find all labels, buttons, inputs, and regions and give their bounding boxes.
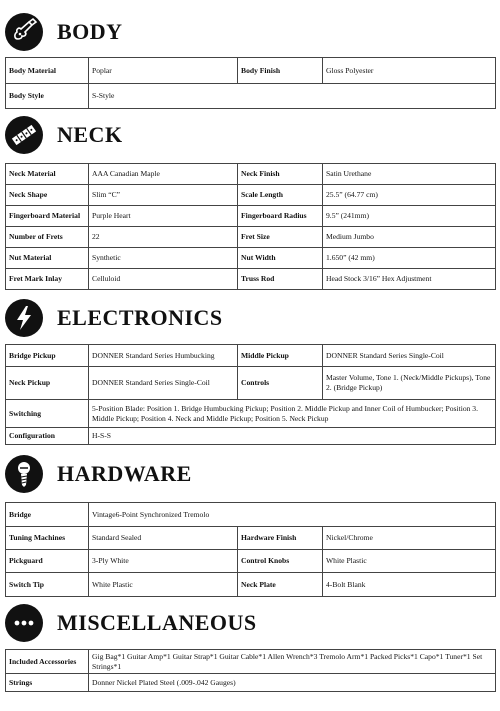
table-row bbox=[6, 164, 496, 185]
table-row bbox=[6, 674, 496, 692]
table-row bbox=[6, 550, 496, 573]
spec-value: Medium Jumbo bbox=[323, 227, 496, 248]
table-row bbox=[6, 84, 496, 109]
spec-value: Synthetic bbox=[89, 248, 238, 269]
spec-key: Bridge Pickup bbox=[6, 345, 89, 367]
spec-key: Nut Width bbox=[238, 248, 323, 269]
spec-value: Slim “C” bbox=[89, 185, 238, 206]
spec-key: Scale Length bbox=[238, 185, 323, 206]
screw-icon bbox=[5, 455, 43, 493]
hardware-spec-table bbox=[5, 502, 496, 597]
section-title: BODY bbox=[57, 19, 123, 44]
spec-key: Strings bbox=[6, 674, 89, 692]
guitar-neck-icon bbox=[5, 116, 43, 154]
spec-value: DONNER Standard Series Humbucking bbox=[89, 345, 238, 367]
table-row bbox=[6, 527, 496, 550]
section-title: ELECTRONICS bbox=[57, 305, 223, 330]
section-title: MISCELLANEOUS bbox=[57, 610, 257, 635]
spec-value: 9.5” (241mm) bbox=[323, 206, 496, 227]
spec-value: Satin Urethane bbox=[323, 164, 496, 185]
spec-key: Nut Material bbox=[6, 248, 89, 269]
spec-key: Fret Mark Inlay bbox=[6, 269, 89, 290]
spec-value: 5-Position Blade: Position 1. Bridge Humbucking Pickup; Position 2. Middle Pickup and Inner Coil of Humbucker; Position 3. Middle Pickup; Position 4. Neck and Middle Pickup; Position 5. Neck Pickup bbox=[89, 400, 496, 428]
section-title: NECK bbox=[57, 122, 123, 147]
spec-key: Neck Shape bbox=[6, 185, 89, 206]
spec-value: Celluloid bbox=[89, 269, 238, 290]
spec-value: 22 bbox=[89, 227, 238, 248]
table-row bbox=[6, 428, 496, 445]
spec-value: 4-Bolt Blank bbox=[323, 573, 496, 597]
spec-key: Controls bbox=[238, 367, 323, 400]
table-row bbox=[6, 58, 496, 84]
spec-key: Body Material bbox=[6, 58, 89, 84]
spec-value: Standard Sealed bbox=[89, 527, 238, 550]
spec-value: DONNER Standard Series Single-Coil bbox=[89, 367, 238, 400]
section-header-hardware bbox=[5, 454, 192, 494]
spec-value: AAA Canadian Maple bbox=[89, 164, 238, 185]
table-row bbox=[6, 650, 496, 674]
spec-value: 3-Ply White bbox=[89, 550, 238, 573]
spec-key: Fingerboard Material bbox=[6, 206, 89, 227]
section-header-miscellaneous bbox=[5, 603, 257, 643]
spec-key: Control Knobs bbox=[238, 550, 323, 573]
table-row bbox=[6, 248, 496, 269]
spec-value: S-Style bbox=[89, 84, 496, 109]
spec-key: Body Finish bbox=[238, 58, 323, 84]
ellipsis-icon bbox=[5, 604, 43, 642]
spec-value: Donner Nickel Plated Steel (.009-.042 Gauges) bbox=[89, 674, 496, 692]
spec-key: Pickguard bbox=[6, 550, 89, 573]
spec-value: Gloss Polyester bbox=[323, 58, 496, 84]
body-spec-table bbox=[5, 57, 496, 109]
table-row bbox=[6, 269, 496, 290]
spec-key: Neck Pickup bbox=[6, 367, 89, 400]
section-title: HARDWARE bbox=[57, 461, 192, 486]
guitar-body-icon bbox=[5, 13, 43, 51]
table-row bbox=[6, 227, 496, 248]
spec-key: Neck Material bbox=[6, 164, 89, 185]
spec-key: Configuration bbox=[6, 428, 89, 445]
table-row bbox=[6, 400, 496, 428]
spec-value: H-S-S bbox=[89, 428, 496, 445]
table-row bbox=[6, 503, 496, 527]
spec-key: Neck Finish bbox=[238, 164, 323, 185]
spec-value: Master Volume, Tone 1. (Neck/Middle Pickups), Tone 2. (Bridge Pickup) bbox=[323, 367, 496, 400]
spec-key: Hardware Finish bbox=[238, 527, 323, 550]
spec-value: 1.650” (42 mm) bbox=[323, 248, 496, 269]
spec-key: Number of Frets bbox=[6, 227, 89, 248]
spec-value: Nickel/Chrome bbox=[323, 527, 496, 550]
spec-key: Included Accessories bbox=[6, 650, 89, 674]
spec-key: Switching bbox=[6, 400, 89, 428]
spec-key: Neck Plate bbox=[238, 573, 323, 597]
spec-key: Tuning Machines bbox=[6, 527, 89, 550]
spec-key: Truss Rod bbox=[238, 269, 323, 290]
table-row bbox=[6, 185, 496, 206]
lightning-bolt-icon bbox=[5, 299, 43, 337]
spec-key: Fingerboard Radius bbox=[238, 206, 323, 227]
table-row bbox=[6, 345, 496, 367]
miscellaneous-spec-table bbox=[5, 649, 496, 692]
table-row bbox=[6, 367, 496, 400]
spec-value: Purple Heart bbox=[89, 206, 238, 227]
section-header-electronics bbox=[5, 298, 223, 338]
spec-value: Head Stock 3/16” Hex Adjustment bbox=[323, 269, 496, 290]
spec-value: 25.5” (64.77 cm) bbox=[323, 185, 496, 206]
section-header-neck bbox=[5, 115, 123, 155]
table-row bbox=[6, 573, 496, 597]
spec-key: Fret Size bbox=[238, 227, 323, 248]
neck-spec-table bbox=[5, 163, 496, 290]
spec-key: Switch Tip bbox=[6, 573, 89, 597]
spec-value: Vintage6-Point Synchronized Tremolo bbox=[89, 503, 496, 527]
spec-value: Gig Bag*1 Guitar Amp*1 Guitar Strap*1 Guitar Cable*1 Allen Wrench*3 Tremolo Arm*1 Packed Picks*1 Capo*1 Tuner*1 Set Strings*1 bbox=[89, 650, 496, 674]
section-header-body bbox=[5, 12, 123, 52]
spec-key: Body Style bbox=[6, 84, 89, 109]
spec-key: Bridge bbox=[6, 503, 89, 527]
spec-value: Poplar bbox=[89, 58, 238, 84]
table-row bbox=[6, 206, 496, 227]
spec-value: White Plastic bbox=[323, 550, 496, 573]
electronics-spec-table bbox=[5, 344, 496, 445]
spec-key: Middle Pickup bbox=[238, 345, 323, 367]
spec-value: DONNER Standard Series Single-Coil bbox=[323, 345, 496, 367]
spec-value: White Plastic bbox=[89, 573, 238, 597]
